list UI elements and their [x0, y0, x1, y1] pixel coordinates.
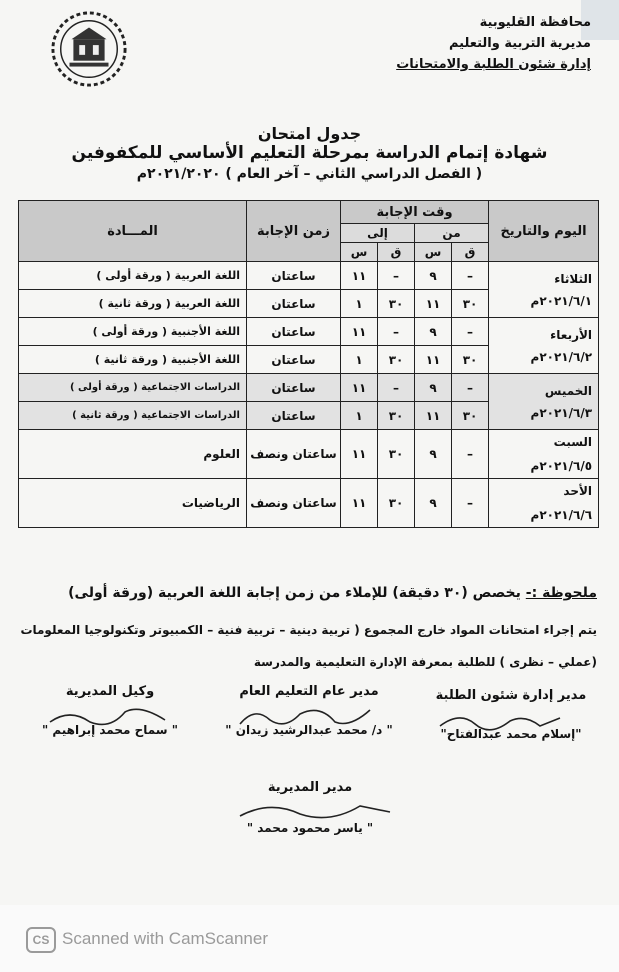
from-hour: ١١ — [415, 290, 452, 318]
scanner-watermark-text: Scanned with CamScanner — [62, 929, 269, 948]
handwritten-signature-2 — [230, 700, 390, 734]
to-hour: ١ — [341, 402, 378, 430]
subject: اللغة العربية ( ورقة أولى ) — [19, 262, 247, 290]
to-minute: – — [378, 318, 415, 346]
day-date: ٢٠٢١/٦/٣م — [530, 405, 593, 420]
to-hour: ١١ — [341, 318, 378, 346]
signature-title: وكيل المديرية — [65, 684, 155, 699]
day-name: الأحد — [563, 484, 593, 498]
day-cell — [489, 262, 599, 318]
title-line-3: ( الفصل الدراسي الثاني – آخر العام ) ٢٠٢١/٢٠٢٠م — [136, 166, 483, 182]
signature-title: مدير إدارة شئون الطلبة — [435, 688, 587, 703]
from-hour: ٩ — [415, 262, 452, 290]
signature-title: مدير عام التعليم العام — [239, 684, 379, 699]
from-minute: – — [452, 262, 489, 290]
day-cell — [489, 374, 599, 430]
department-label: إدارة شئون الطلبة والامتحانات — [396, 57, 591, 72]
signature-title: مدير المديرية — [267, 780, 353, 795]
from-hour: ١١ — [415, 346, 452, 374]
paragraph-line-1: يتم إجراء امتحانات المواد خارج المجموع ( تربية دينية – تربية فنية – الكمبيوتر وتكنولوجيا المعلومات — [20, 623, 597, 637]
from-hour: ٩ — [415, 479, 452, 528]
header-block — [391, 12, 591, 75]
from-minute: – — [452, 374, 489, 402]
from-minute: ٣٠ — [452, 346, 489, 374]
subject: الرياضيات — [19, 479, 247, 528]
from-minute: ٣٠ — [452, 290, 489, 318]
title-line-1: جدول امتحان — [257, 124, 362, 143]
duration: ساعتان — [247, 346, 341, 374]
to-minute: – — [378, 374, 415, 402]
duration: ساعتان ونصف — [247, 479, 341, 528]
duration: ساعتان — [247, 374, 341, 402]
day-cell — [489, 430, 599, 479]
from-minute: – — [452, 479, 489, 528]
duration: ساعتان ونصف — [247, 430, 341, 479]
from-hour: ٩ — [415, 374, 452, 402]
to-minute: ٣٠ — [378, 430, 415, 479]
to-hour: ١١ — [341, 374, 378, 402]
header-answer-time: وقت الإجابة — [341, 201, 489, 224]
table-row — [19, 262, 599, 290]
handwritten-signature-4 — [230, 796, 400, 826]
camscanner-logo-icon: CS — [26, 927, 56, 953]
table-row — [19, 374, 599, 402]
document-titles — [0, 125, 619, 184]
to-minute: ٣٠ — [378, 290, 415, 318]
to-hour: ١١ — [341, 479, 378, 528]
to-minute: ٣٠ — [378, 402, 415, 430]
governorate-label: محافظة القليوبية — [479, 15, 591, 30]
day-name: السبت — [553, 435, 593, 449]
duration: ساعتان — [247, 402, 341, 430]
note — [68, 585, 597, 601]
table-row — [19, 479, 599, 528]
exam-schedule-table — [18, 200, 599, 528]
signature-name: " سماح محمد إبراهيم " — [41, 723, 179, 737]
subject: الدراسات الاجتماعية ( ورقة أولى ) — [19, 374, 247, 402]
header-to: إلى — [341, 224, 415, 243]
day-date: ٢٠٢١/٦/٦م — [530, 508, 593, 522]
directorate-label: مديرية التربية والتعليم — [448, 36, 591, 51]
subject: اللغة العربية ( ورقة ثانية ) — [19, 290, 247, 318]
subject: الدراسات الاجتماعية ( ورقة ثانية ) — [19, 402, 247, 430]
to-hour: ١١ — [341, 262, 378, 290]
subject: العلوم — [19, 430, 247, 479]
handwritten-signature-1 — [430, 706, 570, 736]
title-line-2: شهادة إتمام الدراسة بمرحلة التعليم الأساسي للمكفوفين — [71, 143, 548, 163]
from-minute: ٣٠ — [452, 402, 489, 430]
day-name: الأربعاء — [550, 327, 593, 342]
scanner-footer — [0, 905, 619, 972]
day-date: ٢٠٢١/٦/١م — [530, 293, 593, 308]
header-day-date: اليوم والتاريخ — [489, 201, 599, 262]
to-hour: ١ — [341, 346, 378, 374]
header-hour: س — [415, 243, 452, 262]
day-name: الثلاثاء — [554, 271, 593, 286]
handwritten-signature-3 — [40, 700, 180, 734]
from-hour: ٩ — [415, 430, 452, 479]
day-date: ٢٠٢١/٦/٢م — [530, 349, 593, 364]
day-cell — [489, 479, 599, 528]
day-name: الخميس — [544, 383, 593, 398]
header-duration: زمن الإجابة — [247, 201, 341, 262]
duration: ساعتان — [247, 290, 341, 318]
from-minute: – — [452, 318, 489, 346]
table-row — [19, 430, 599, 479]
directorate-seal-logo — [50, 10, 128, 88]
header-minute: ق — [378, 243, 415, 262]
paragraph-line-2: (عملي – نظرى ) للطلبة بمعرفة الإدارة التعليمية والمدرسة — [253, 655, 597, 669]
to-hour: ١١ — [341, 430, 378, 479]
duration: ساعتان — [247, 318, 341, 346]
header-hour: س — [341, 243, 378, 262]
table-row — [19, 318, 599, 346]
signature-name: " د/ محمد عبدالرشيد زيدان " — [225, 723, 393, 737]
duration: ساعتان — [247, 262, 341, 290]
to-minute: – — [378, 262, 415, 290]
signature-name: "إسلام محمد عبدالفتاح" — [440, 727, 582, 741]
subject: اللغة الأجنبية ( ورقة ثانية ) — [19, 346, 247, 374]
subject: اللغة الأجنبية ( ورقة أولى ) — [19, 318, 247, 346]
note-text: يخصص (٣٠ دقيقة) للإملاء من زمن إجابة اللغة العربية (ورقة أولى) — [68, 585, 521, 601]
day-cell — [489, 318, 599, 374]
header-from: من — [415, 224, 489, 243]
note-label: ملحوظة :- — [525, 585, 597, 601]
header-subject: المـــادة — [19, 201, 247, 262]
from-hour: ١١ — [415, 402, 452, 430]
to-minute: ٣٠ — [378, 479, 415, 528]
from-minute: – — [452, 430, 489, 479]
header-minute: ق — [452, 243, 489, 262]
day-date: ٢٠٢١/٦/٥م — [530, 459, 593, 473]
to-hour: ١ — [341, 290, 378, 318]
from-hour: ٩ — [415, 318, 452, 346]
signature-name: " ياسر محمود محمد " — [246, 821, 374, 835]
to-minute: ٣٠ — [378, 346, 415, 374]
